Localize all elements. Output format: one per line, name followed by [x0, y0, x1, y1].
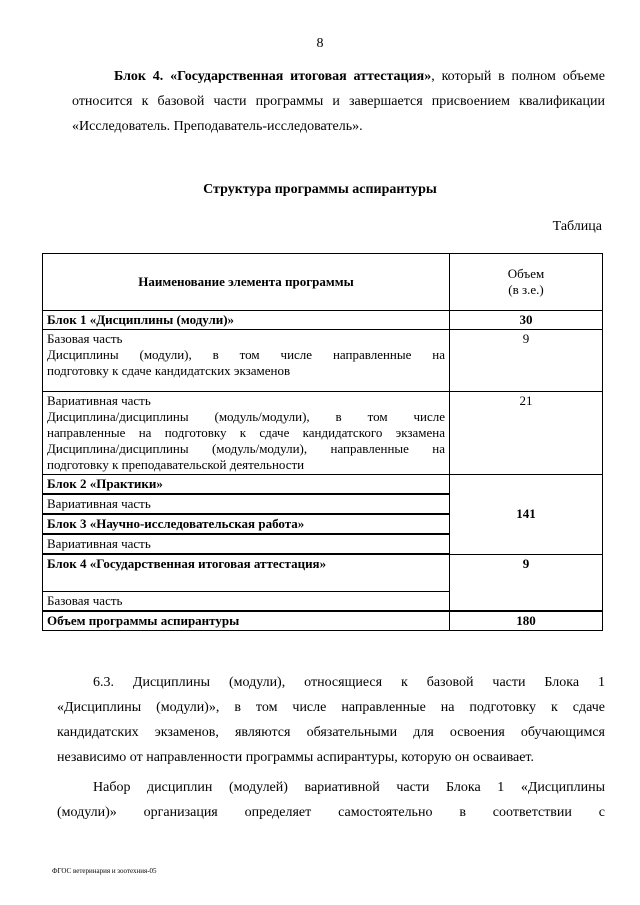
- table-caption: Таблица: [552, 219, 602, 234]
- variable-part-value: 21: [450, 392, 603, 475]
- base-part-desc-1: Дисциплины (модули), в том числе направленные на: [47, 347, 445, 362]
- table-row-variable-part: [43, 392, 603, 475]
- variable-part-cell: [43, 392, 450, 475]
- total-label: Объем программы аспирантуры: [43, 611, 450, 631]
- footer-note: ФГОС ветеринария и зоотехния-05: [52, 867, 157, 875]
- intro-line-1-rest: , который в полном объеме: [431, 69, 605, 84]
- page-number: 8: [316, 36, 324, 51]
- block1-title: Блок 1 «Дисциплины (модули)»: [43, 311, 450, 330]
- table-row-base-part: [43, 330, 603, 392]
- header-name: Наименование элемента программы: [43, 254, 450, 311]
- paragraph-6-3-line-4: независимо от направленности программы аспирантуры, которую он осваивает.: [57, 750, 534, 765]
- base-part-value: 9: [450, 330, 603, 392]
- total-value: 180: [450, 611, 603, 631]
- table-header-row: [43, 254, 603, 311]
- header-volume-line-2: (в з.е.): [508, 282, 544, 297]
- table-row-total: [43, 611, 603, 631]
- paragraph-next: [57, 775, 605, 825]
- blocks-2-3-value: 141: [450, 475, 603, 555]
- block3-variable-label: Вариативная часть: [43, 534, 450, 554]
- paragraph-6-3-line-3: кандидатских экзаменов, являются обязательными для освоения обучающимся: [57, 725, 605, 740]
- paragraph-next-line-2: (модули)» организация определяет самостоятельно в соответствии с: [57, 805, 605, 820]
- base-part-cell: [43, 330, 450, 392]
- paragraph-6-3-line-1: 6.3. Дисциплины (модули), относящиеся к базовой части Блока 1: [93, 675, 605, 690]
- variable-part-desc-3: Дисциплина/дисциплины (модуль/модули), направленные на: [47, 441, 445, 456]
- header-volume: [450, 254, 603, 311]
- section-title: Структура программы аспирантуры: [203, 182, 437, 197]
- intro-line-1: [72, 64, 605, 89]
- block4-value: 9: [450, 554, 603, 611]
- variable-part-label: Вариативная часть: [47, 393, 151, 408]
- paragraph-6-3-line-2: «Дисциплины (модули)», в том числе направленные на подготовку к сдаче: [57, 700, 605, 715]
- paragraph-6-3: [57, 670, 605, 770]
- block2-variable-label: Вариативная часть: [43, 494, 450, 514]
- intro-line-3: «Исследователь. Преподаватель-исследователь».: [72, 119, 363, 134]
- program-structure-table: [42, 253, 603, 631]
- intro-line-2: относится к базовой части программы и завершается присвоением квалификации: [72, 94, 605, 109]
- paragraph-next-line-1: Набор дисциплин (модулей) вариативной части Блока 1 «Дисциплины: [93, 780, 605, 795]
- intro-bold-lead: Блок 4. «Государственная итоговая аттестация»: [114, 69, 432, 84]
- block1-value: 30: [450, 311, 603, 330]
- block3-title: Блок 3 «Научно-исследовательская работа»: [43, 514, 450, 534]
- table-row-block1: [43, 311, 603, 330]
- variable-part-desc-1: Дисциплина/дисциплины (модуль/модули), в том числе: [47, 409, 445, 424]
- table-row-block4: [43, 554, 603, 592]
- base-part-desc-2: подготовку к сдаче кандидатских экзаменов: [47, 363, 291, 378]
- header-volume-line-1: Объем: [507, 266, 545, 281]
- block4-base-label: Базовая часть: [43, 592, 450, 612]
- intro-paragraph: [72, 64, 605, 139]
- variable-part-desc-2: направленные на подготовку к сдаче кандидатского экзамена: [47, 425, 445, 440]
- block4-title: Блок 4 «Государственная итоговая аттестация»: [43, 554, 450, 592]
- table-row-block2: [43, 475, 603, 495]
- block2-title: Блок 2 «Практики»: [43, 475, 450, 495]
- variable-part-desc-4: подготовку к преподавательской деятельности: [47, 457, 305, 472]
- base-part-label: Базовая часть: [47, 331, 123, 346]
